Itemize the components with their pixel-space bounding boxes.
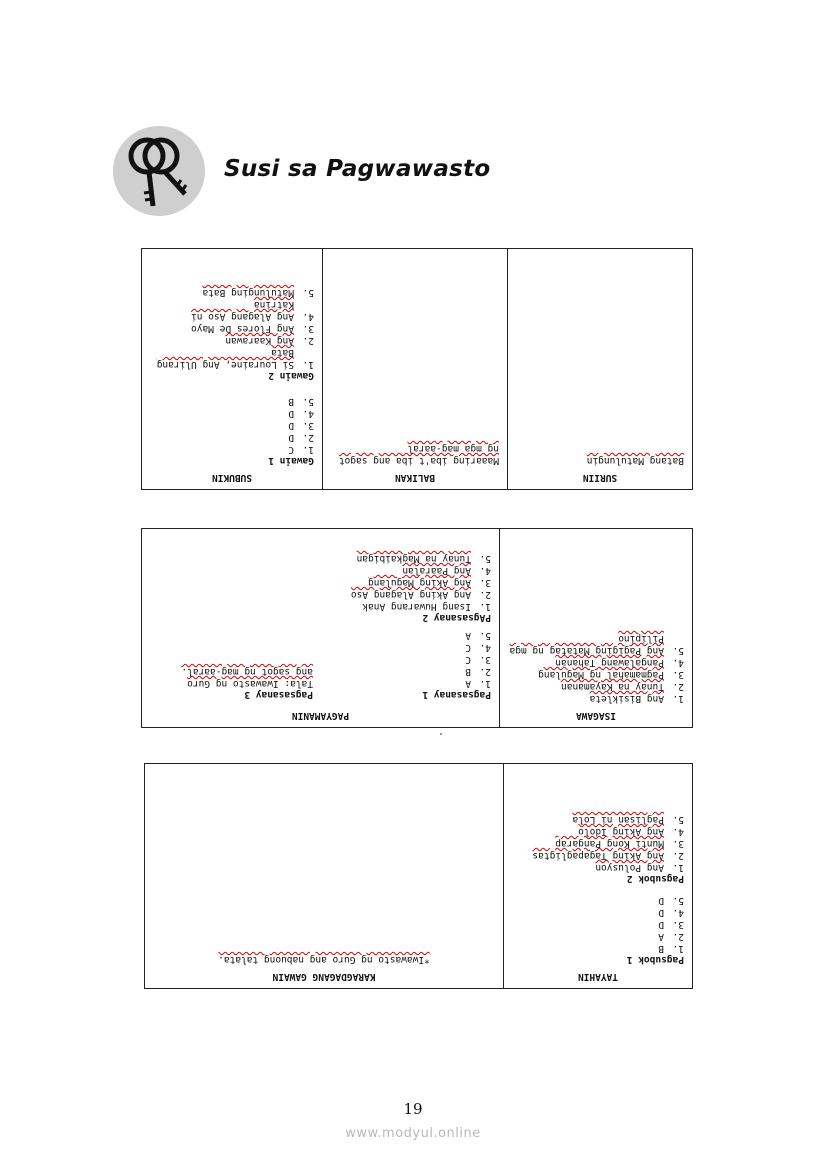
list-item: 1. B: [658, 943, 684, 954]
list-item: 1. Ang Bisikleta: [589, 693, 684, 704]
header-surin: SURIIN: [582, 472, 618, 483]
karagdagang-note: *Iwawasto ng Guro ang nabuong talata.: [218, 954, 430, 965]
key-logo: [113, 126, 205, 216]
pagsubok-2-label: Pagsubok 2: [626, 873, 684, 884]
cell-surin: [508, 249, 693, 490]
list-item: 5. A: [465, 630, 491, 641]
list-item: 3. Ang Flores De Mayo: [191, 323, 314, 334]
answer-table-2: [141, 528, 693, 728]
cell-karagdagang-gawain: [145, 764, 504, 989]
list-item: 3. Munti Kong Pangarap: [555, 838, 684, 849]
list-item: 1. Ang Polusyon: [595, 862, 684, 873]
list-item: 4. D: [658, 907, 684, 918]
list-item: 3. Ang Aking Magulang: [368, 577, 491, 588]
pagsubok-1-label: Pagsubok 1: [626, 954, 684, 965]
list-item: 5. Ang Pagiging Matatag ng mga Pilipino: [509, 633, 684, 656]
balikan-answer: Maaaring iba't iba ang sagot ng mga mag-aaral: [338, 443, 499, 466]
header-tayahin: TAYAHIN: [577, 971, 619, 982]
pagsasanay-1-label: Pagsasanay 1: [422, 689, 491, 700]
pagsasanay-3-note: Tala: Iwawasto ng Guro ang sagot ng mag-aaral.: [181, 666, 313, 689]
list-item: 1. Isang Huwarang Anak: [362, 601, 491, 612]
list-item: 1. A: [465, 678, 491, 689]
header-karagdagang-gawain: KARAGDAGANG GAWAIN: [272, 971, 376, 982]
list-item: 3. D: [658, 919, 684, 930]
stray-dot: [440, 733, 442, 735]
list-item: 4. Ang Aking Idolo: [578, 826, 684, 837]
list-item: 4. D: [288, 408, 314, 419]
pagsasanay-2-label: PAgsasanay 2: [422, 612, 491, 623]
list-item: 4. C: [465, 642, 491, 653]
list-item: 2. D: [288, 432, 314, 443]
list-item: 3. D: [288, 420, 314, 431]
list-item: 4. Ang Alagang Aso ni Katrina: [191, 299, 314, 322]
list-item: 1. C: [288, 444, 314, 455]
list-item: 2. Ang Aking Tagapagligtas: [532, 850, 684, 861]
page-number: 19: [403, 1100, 423, 1118]
header-pagyamanin: PAGYAMANIN: [291, 710, 350, 721]
list-item: 2. A: [658, 931, 684, 942]
list-item: 5. B: [288, 396, 314, 407]
list-item: 2. Tunay na Kayamanan: [561, 681, 684, 692]
surin-answer: Batang Matulungin: [586, 455, 684, 466]
keys-icon: [113, 126, 205, 216]
header-subukin: SUBUKIN: [211, 472, 253, 483]
list-item: 3. C: [465, 654, 491, 665]
answer-table-1: [141, 248, 693, 490]
list-item: 1. Si Louraine, Ang Ulirang Bata: [156, 347, 314, 370]
list-item: 5. Matulunging Bata: [202, 287, 314, 298]
header-balikan: BALIKAN: [394, 472, 436, 483]
cell-subukin: [142, 249, 323, 490]
list-item: 5. D: [658, 895, 684, 906]
gawain-2-label: Gawain 2: [268, 370, 314, 381]
pagsasanay-3-label: Pagsasanay 3: [244, 689, 313, 700]
list-item: 2. Ang Kaarawan: [225, 335, 314, 346]
list-item: 4. Pangalawang Tahanan: [555, 657, 684, 668]
list-item: 2. Ang Aking Alagang Aso: [350, 589, 491, 600]
page-title: Susi sa Pagwawasto: [224, 156, 491, 182]
watermark: www.modyul.online: [345, 1126, 481, 1141]
gawain-1-label: Gawain 1: [268, 455, 314, 466]
cell-pagyamanin: [142, 529, 500, 728]
cell-isagawa: [500, 529, 693, 728]
list-item: 3. Pagmamahal ng Magulang: [538, 669, 684, 680]
answer-table-3: [144, 763, 693, 989]
header-isagawa: ISAGAWA: [575, 710, 617, 721]
cell-balikan: [323, 249, 508, 490]
list-item: 5. Paglisan ni Lola: [572, 814, 684, 825]
list-item: 4. Ang Paaralan: [402, 565, 491, 576]
list-item: 5. Tunay na Magkaibigan: [356, 553, 491, 564]
cell-tayahin: [504, 764, 693, 989]
list-item: 2. B: [465, 666, 491, 677]
